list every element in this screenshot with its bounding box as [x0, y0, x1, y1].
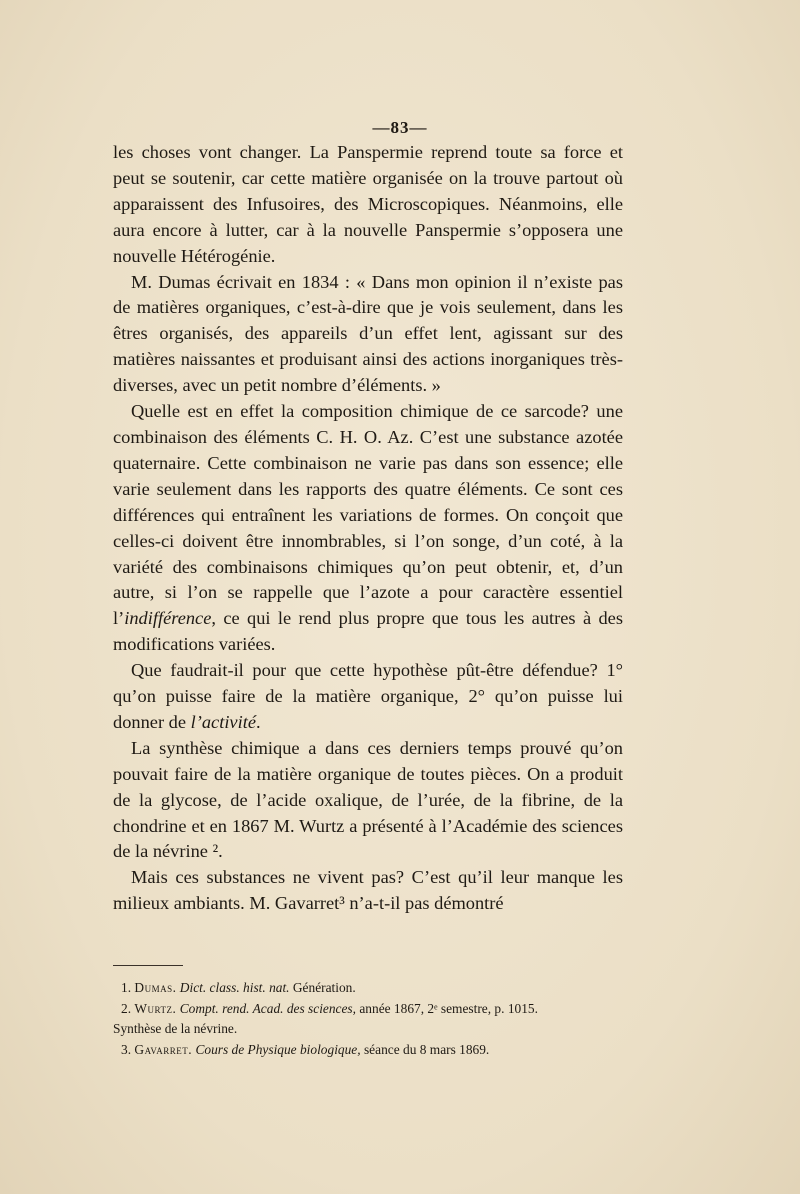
paragraph-3-end: , ce qui le rend plus propre que tous les autres à des modifications variées.: [113, 608, 623, 655]
footnote-1-rest: Génération.: [292, 980, 356, 995]
footnotes: [113, 978, 623, 1060]
footnote-3: [113, 1040, 623, 1061]
footnote-3-title: Cours de Physique biologique,: [195, 1041, 361, 1057]
footnote-1: [113, 978, 623, 999]
paragraph-2: M. Dumas écrivait en 1834 : « Dans mon opinion il n’existe pas de matières organiques, c’est-à-dire que je vois seulement, dans les êtres organisés, des appareils d’un effet lent, agissant sur des matières naissantes et produisant ainsi des actions inorganiques très-diverses, avec un petit nombre d’éléments. »: [113, 271, 623, 396]
footnote-2-title: Compt. rend. Acad. des sciences,: [179, 1000, 356, 1016]
paragraph-4-italic: l’activité: [190, 711, 256, 732]
paragraph-4-text: Que faudrait-il pour que cette hypothèse pût-être défendue? 1° qu’on puisse faire de la matière organique, 2° qu’on puisse lui donner de: [113, 660, 623, 732]
footnote-1-author: Dumas.: [134, 980, 177, 995]
main-text: [113, 140, 623, 917]
footnote-3-number: 3.: [121, 1041, 132, 1057]
paragraph-6: Mais ces substances ne vivent pas? C’est qu’il leur manque les milieux ambiants. M. Gavarret³ n’a-t-il pas démontré: [113, 867, 623, 914]
footnote-2-continuation: Synthèse de la névrine.: [113, 1021, 238, 1036]
paragraph-1: les choses vont changer. La Panspermie reprend toute sa force et peut se soutenir, car cette matière organisée on la trouve partout où apparaissent des Infusoires, des Microscopiques. Néanmoins, elle aura encore à lutter, car à la nouvelle Panspermie s’opposera une nouvelle Hétérogénie.: [113, 142, 623, 266]
footnote-2-rest: année 1867, 2ᵉ semestre, p. 1015.: [359, 1000, 538, 1016]
footnote-2-author: Wurtz.: [134, 1000, 177, 1016]
paragraph-4-end: .: [255, 711, 261, 732]
page-number: —83—: [372, 118, 428, 137]
footnote-2: [113, 999, 623, 1020]
footnote-divider: [113, 965, 183, 966]
paragraph-4: [113, 658, 623, 736]
paragraph-5: La synthèse chimique a dans ces derniers temps prouvé qu’on pouvait faire de la matière organique de toutes pièces. On a produit de la glycose, de l’acide oxalique, de l’urée, de la fibrine, de la chondrine et en 1867 M. Wurtz a présenté à l’Académie des sciences de la névrine ².: [113, 737, 623, 862]
footnote-1-number: 1.: [121, 980, 132, 995]
footnote-1-title: Dict. class. hist. nat.: [179, 980, 290, 995]
paragraph-3: [113, 399, 623, 658]
paragraph-3-italic: indifférence: [124, 608, 212, 629]
paragraph-3-text: Quelle est en effet la composition chimique de ce sarcode? une combinaison des éléments C. H. O. Az. C’est une substance azotée quaternaire. Cette combinaison ne varie pas dans son essence; elle varie seulement dans les rapports des quatre éléments. Ce sont ces différences qui entraînent les variations de formes. On conçoit que celles-ci doivent être innombrables, si l’on songe, d’un coté, à la variété des combinaisons chimiques qu’on peut obtenir, et, d’un autre, si l’on se rappelle que l’azote a pour caractère essentiel l’: [113, 401, 623, 629]
footnote-2-number: 2.: [121, 1000, 132, 1016]
footnote-3-rest: séance du 8 mars 1869.: [363, 1041, 490, 1057]
footnote-3-author: Gavarret.: [134, 1041, 193, 1057]
